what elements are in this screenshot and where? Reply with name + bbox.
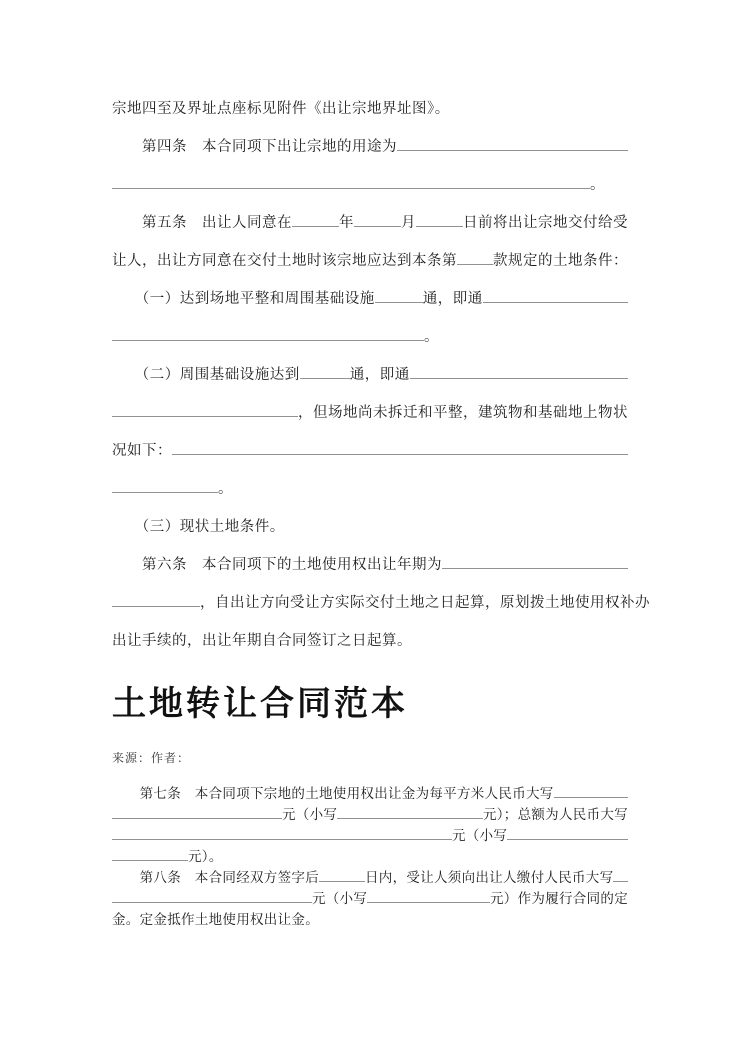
- contract-line: [112, 622, 628, 660]
- contract-line: [112, 356, 628, 394]
- contract-line: [112, 166, 628, 204]
- contract-text: 日前将出让宗地交付给受: [463, 215, 628, 231]
- contract-text: 元（小写: [312, 891, 368, 907]
- contract-text: 金。定金抵作土地使用权出让金。: [112, 912, 319, 928]
- contract-text: ，但场地尚未拆迁和平整，建筑物和基础地上物状: [298, 405, 628, 421]
- contract-text: 。: [590, 177, 605, 193]
- contract-line: [112, 910, 628, 931]
- contract-text: 元）。: [188, 849, 223, 865]
- contract-continuation-section: [112, 90, 650, 660]
- contract-text: 款规定的土地条件：: [493, 253, 628, 269]
- fill-in-blank: [172, 452, 628, 455]
- contract-line: [112, 868, 628, 889]
- fill-in-blank: [112, 186, 590, 189]
- fill-in-blank: [416, 224, 463, 227]
- fill-in-blank: [457, 262, 493, 265]
- fill-in-blank: [112, 604, 200, 607]
- contract-terms-section: [112, 784, 628, 931]
- contract-text: 宗地四至及界址点座标见附件《出让宗地界址图》。: [112, 101, 450, 117]
- contract-text: 通，即通: [349, 367, 410, 383]
- contract-line: [112, 508, 628, 546]
- contract-line: [112, 784, 628, 805]
- fill-in-blank: [112, 338, 424, 341]
- author-label: 作者：: [151, 751, 191, 765]
- contract-line: [112, 394, 628, 432]
- contract-text: 。: [218, 481, 233, 497]
- fill-in-blank: [292, 224, 339, 227]
- source-author-line: [112, 750, 628, 766]
- fill-in-blank: [354, 224, 401, 227]
- fill-in-blank: [112, 816, 282, 819]
- contract-text: 元（小写: [452, 828, 508, 844]
- contract-text: 元）；总额为人民币大写: [482, 807, 628, 823]
- contract-text: ，自出让方向受让方实际交付土地之日起算，原划拨土地使用权补办: [200, 595, 650, 611]
- fill-in-blank: [367, 900, 490, 903]
- fill-in-blank: [375, 300, 423, 303]
- fill-in-blank: [112, 858, 188, 861]
- fill-in-blank: [112, 490, 218, 493]
- fill-in-blank: [112, 837, 452, 840]
- fill-in-blank: [410, 376, 628, 379]
- contract-text: 日内，受让人须向出让人缴付人民币大写: [365, 870, 614, 886]
- contract-text: 第五条 出让人同意在: [112, 215, 292, 231]
- contract-text: （一）达到场地平整和周围基础设施: [112, 291, 375, 307]
- contract-text: 年: [339, 215, 354, 231]
- contract-text: 元（小写: [282, 807, 338, 823]
- contract-line: [112, 470, 628, 508]
- contract-text: 第八条 本合同经双方签字后: [112, 870, 319, 886]
- contract-text: 出让手续的，出让年期自合同签订之日起算。: [112, 633, 412, 649]
- contract-text: （三）现状土地条件。: [112, 519, 285, 535]
- contract-line: [112, 889, 628, 910]
- contract-line: [112, 805, 628, 826]
- contract-line: [112, 128, 628, 166]
- contract-line: [112, 242, 628, 280]
- fill-in-blank: [397, 148, 628, 151]
- contract-line: [112, 826, 628, 847]
- fill-in-blank: [442, 566, 628, 569]
- fill-in-blank: [613, 879, 628, 882]
- contract-line: [112, 318, 628, 356]
- fill-in-blank: [337, 816, 483, 819]
- fill-in-blank: [483, 300, 628, 303]
- contract-text: 第六条 本合同项下的土地使用权出让年期为: [112, 557, 442, 573]
- contract-text: （二）周围基础设施达到: [112, 367, 300, 383]
- fill-in-blank: [300, 376, 350, 379]
- contract-line: [112, 432, 628, 470]
- contract-line: [112, 847, 628, 868]
- contract-line: [112, 204, 628, 242]
- contract-text: 。: [424, 329, 439, 345]
- contract-text: 让人，出让方同意在交付土地时该宗地应达到本条第: [112, 253, 457, 269]
- source-label: 来源：: [112, 751, 152, 765]
- page-title: 土地转让合同范本: [112, 684, 408, 724]
- contract-line: [112, 90, 628, 128]
- contract-text: 第七条 本合同项下宗地的土地使用权出让金为每平方米人民币大写: [112, 786, 554, 802]
- fill-in-blank: [112, 900, 312, 903]
- contract-text: 元）作为履行合同的定: [490, 891, 628, 907]
- contract-text: 通，即通: [422, 291, 483, 307]
- fill-in-blank: [319, 879, 365, 882]
- fill-in-blank: [554, 795, 628, 798]
- contract-line: [112, 584, 650, 622]
- contract-text: 第四条 本合同项下出让宗地的用途为: [112, 139, 397, 155]
- fill-in-blank: [507, 837, 628, 840]
- contract-line: [112, 280, 628, 318]
- contract-line: [112, 546, 628, 584]
- fill-in-blank: [112, 414, 298, 417]
- contract-text: 月: [401, 215, 416, 231]
- contract-text: 况如下：: [112, 443, 172, 459]
